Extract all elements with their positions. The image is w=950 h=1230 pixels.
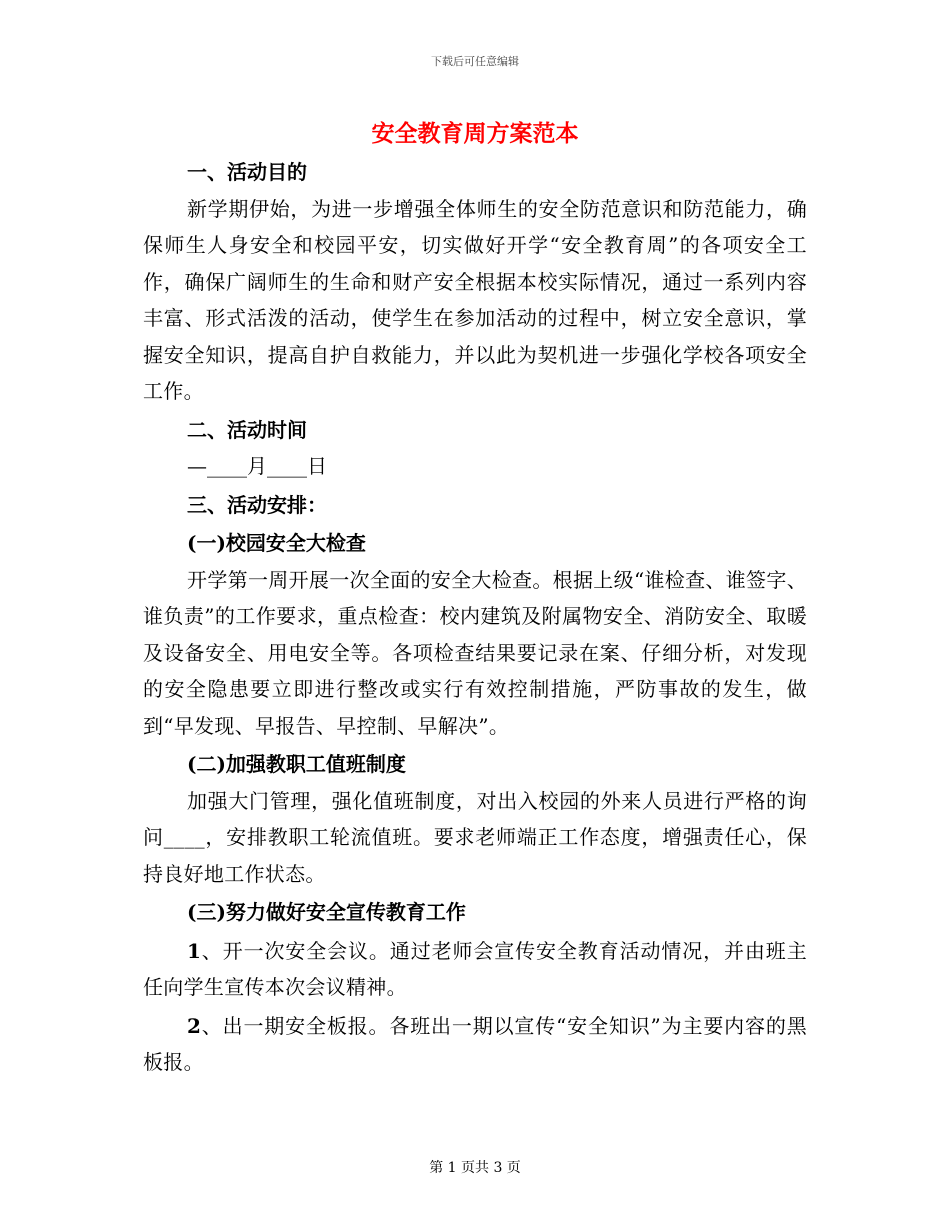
list-item-text: 、出一期安全板报。各班出一期以宣传“安全知识”为主要内容的黑板报。 bbox=[143, 1013, 807, 1074]
header-note: 下载后可任意编辑 bbox=[431, 55, 519, 68]
section-heading-arrangement: 三、活动安排： bbox=[187, 492, 327, 517]
paragraph-duty: 加强大门管理，强化值班制度，对出入校园的外来人员进行严格的询问____，安排教职工轮流值班。要求老师端正工作态度，增强责任心，保持良好地工作状态。 bbox=[143, 788, 807, 886]
document-body bbox=[143, 152, 807, 1081]
subsection-heading-publicity: (三)努力做好安全宣传教育工作 bbox=[187, 900, 466, 924]
section-heading-purpose: 一、活动目的 bbox=[187, 160, 307, 184]
subsection-heading-duty: (二)加强教职工值班制度 bbox=[187, 752, 406, 776]
list-item bbox=[143, 933, 807, 1006]
section-heading-time: 二、活动时间 bbox=[187, 417, 307, 442]
list-item-text: 、开一次安全会议。通过老师会宣传安全教育活动情况，并由班主任向学生宣传本次会议精神。 bbox=[143, 938, 807, 999]
list-item-number: 2 bbox=[187, 1013, 202, 1038]
document-title: 安全教育周方案范本 bbox=[371, 121, 579, 147]
list-item-number: 1 bbox=[187, 938, 202, 963]
date-line: —____月____日 bbox=[187, 454, 327, 478]
list-item bbox=[143, 1008, 807, 1081]
paragraph-purpose: 新学期伊始，为进一步增强全体师生的安全防范意识和防范能力，确保师生人身安全和校园平安，切实做好开学“安全教育周”的各项安全工作，确保广阔师生的生命和财产安全根据本校实际情况，通过一系列内容丰富、形式活泼的活动，使学生在参加活动的过程中，树立安全意识，掌握安全知识，提高自护自救能力，并以此为契机进一步强化学校各项安全工作。 bbox=[143, 196, 807, 403]
page-footer: 第 1 页共 3 页 bbox=[429, 1160, 521, 1176]
subsection-heading-inspection: (一)校园安全大检查 bbox=[187, 531, 366, 555]
paragraph-inspection: 开学第一周开展一次全面的安全大检查。根据上级“谁检查、谁签字、谁负责”的工作要求，重点检查：校内建筑及附属物安全、消防安全、取暖及设备安全、用电安全等。各项检查结果要记录在案、仔细分析，对发现的安全隐患要立即进行整改或实行有效控制措施，严防事故的发生，做到“早发现、早报告、早控制、早解决”。 bbox=[143, 567, 807, 738]
